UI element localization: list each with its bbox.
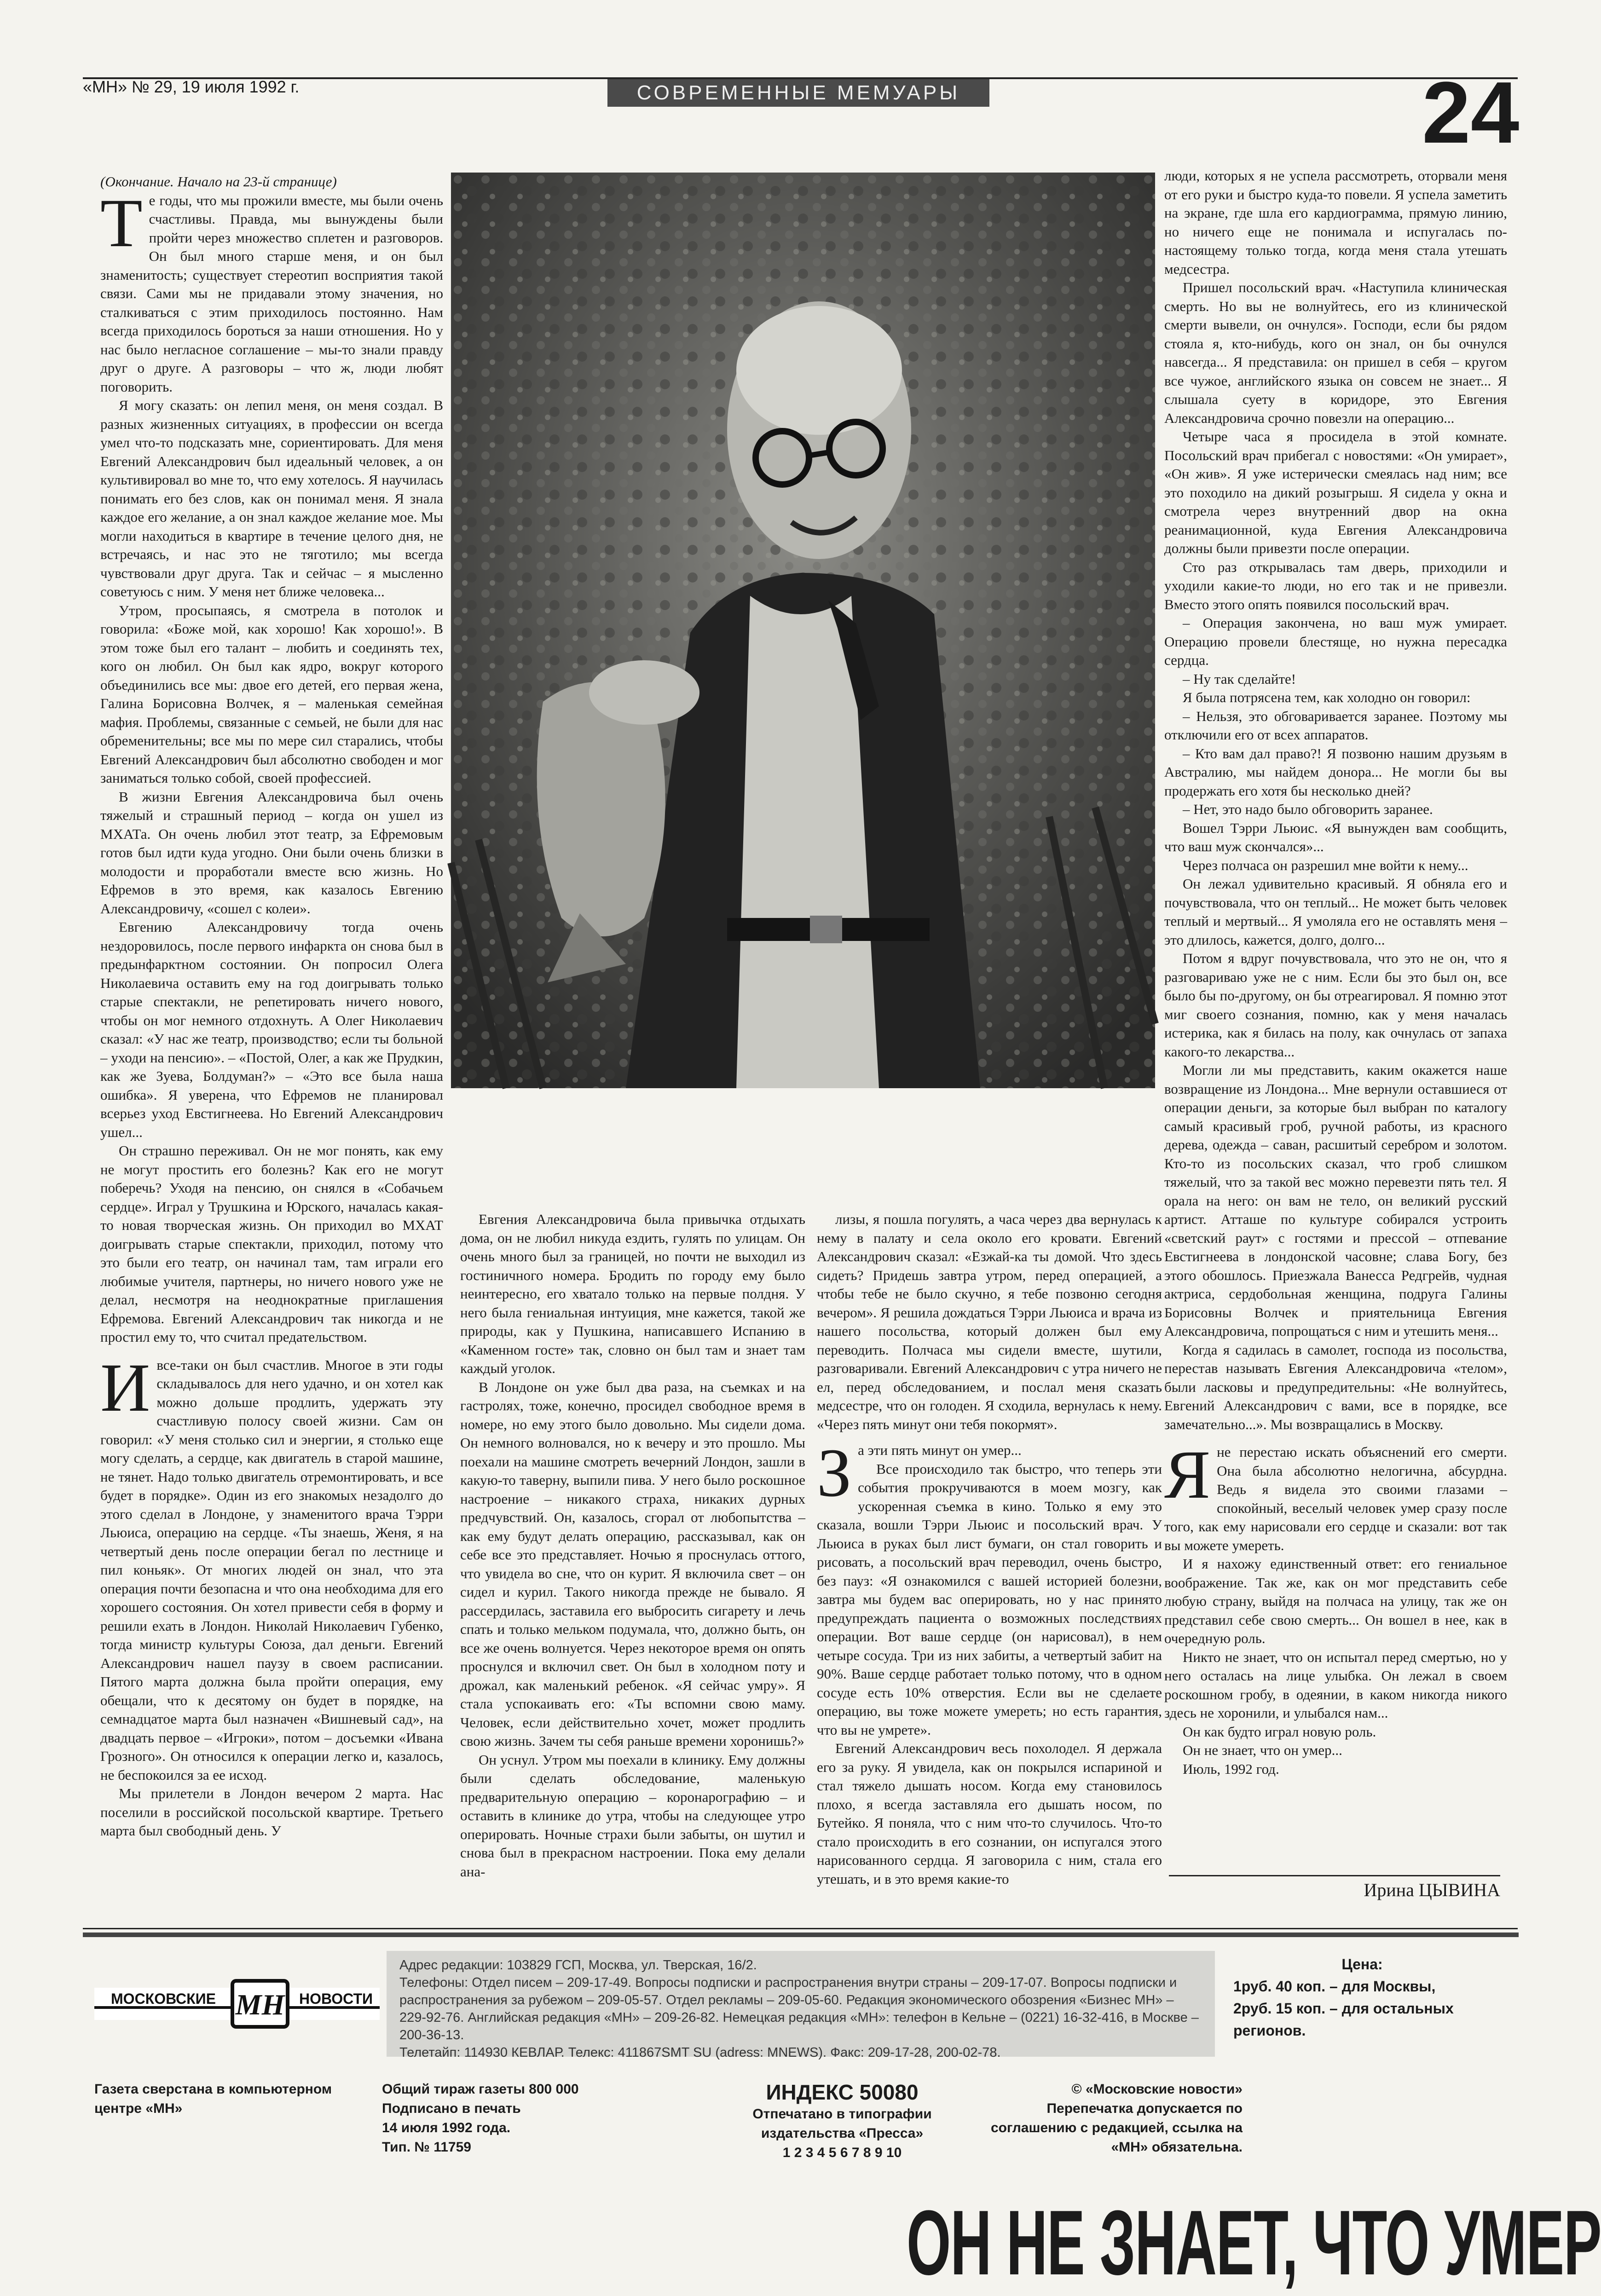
- paragraph: Июль, 1992 год.: [1183, 1760, 1279, 1777]
- drop-cap: Я: [1164, 1436, 1211, 1513]
- article-column-4: [1164, 167, 1507, 1906]
- circulation-line: Тип. № 11759: [382, 2140, 471, 2155]
- paragraph: Потом я вдруг почувствовала, что это не он, что я разговариваю уже не с ним. Если бы это был он, все было бы по-другому, он бы отреагировал. Я помню этот миг своего сознания, помню, как у меня началась истерика, как я билась на полу, как очнулась от запаха какого-то лекарства...: [1164, 950, 1507, 1060]
- paragraph: Евгений Александрович весь похолодел. Я держала его за руку. Я увидела, как он покрылся испариной и стал тяжело дышать носом. Когда ему становилось плохо, я всегда заставляла его дышать носом, по Бутейко. Я поняла, что с ним что-то случилось. Что-то стало происходить в его сознании, он испугался этого нарисованного сердца. Я заговорила с ним, стала его утешать, и в это время какие-то: [817, 1740, 1162, 1887]
- article-column-1: [100, 173, 443, 1907]
- circulation-block: [382, 2080, 667, 2157]
- paragraph: Все происходило так быстро, что теперь эти события прокручиваются в моем мозгу, как ускоренная съемка в кино. Только я ему это сказала, вошли Тэрри Льюис и посольский врач. У Льюиса в руках был лист бумаги, он стал говорить и рисовать, а посольский врач переводил, очень быстро, без пауз: «Я ознакомился с вашей историей болезни, завтра мы будем вас оперировать, но у нас принято предупреждать пациента о возможных последствиях операции. Вот ваше сердце (он нарисовал), в нем четыре сосуда. Три из них забиты, а четвертый забит на 90%. Ваше сердце работает только потому, что в одном сосуде есть 10% отверстия. Если вы не сделаете операцию, вы тоже можете умереть; но есть гарантия, что вы не умрете».: [817, 1460, 1162, 1738]
- subscription-index: ИНДЕКС 50080: [766, 2080, 919, 2104]
- paragraph: Евгению Александровичу тогда очень нездоровилось, после первого инфаркта он снова был в предынфарктном состоянии. Он попросил Олега Николаевича оставить ему на год доигрывать только старые спектакли, не репетировать ничего нового, чтобы он мог немного отдохнуть. А Олег Николаевич сказал: «У нас же театр, производство; если ты больной – уходи на пенсию». – «Постой, Олег, а как же Прудкин, как же Зуева, Болдуман?» – «Это все была наша ошибка». Я уверена, что Ефремов не планировал всерьез уход Евстигнеева. Но Евгений Александрович ушел...: [100, 919, 443, 1140]
- paragraph: – Операция закончена, но ваш муж умирает. Операцию провели блестяще, но нужна пересадка сердца.: [1164, 615, 1507, 668]
- circulation-line: Подписано в печать: [382, 2101, 521, 2116]
- article-column-3: [817, 1210, 1162, 1928]
- paragraph: Пришел посольский врач. «Наступила клиническая смерть. Но вы не волнуйтесь, его из клинической смерти вывели, он очнулся». Господи, если бы рядом стояла я, кто-нибудь, кого он знал, он бы очнулся навсегда... Я представила: он пришел в себя – кругом все чужое, английского языка он совсем не знает... Я слышала суету в коридоре, это Евгения Александровича срочно повезли на операцию...: [1164, 279, 1507, 426]
- price-title: Цена:: [1341, 1956, 1383, 1973]
- paragraph: Через полчаса он разрешил мне войти к нему...: [1183, 857, 1468, 873]
- footer-rule: [83, 1928, 1518, 1929]
- price-line: 2руб. 15 коп. – для остальных регионов.: [1233, 2000, 1454, 2039]
- paragraph: Вошел Тэрри Льюис. «Я вынужден вам сообщить, что ваш муж скончался»...: [1164, 819, 1507, 854]
- paragraph: И я нахожу единственный ответ: его гениальное воображение. Так же, как он мог представить себе любую страну, выйдя на полчаса на улицу, так же он представил себе свою смерть... Он вошел в нее, как в очередную роль.: [1164, 1556, 1507, 1646]
- paragraph: Могли ли мы представить, каким окажется наше возвращение из Лондона... Мне вернули оставшиеся от операции деньги, за которые был выбран по каталогу самый красивый гроб, ручной работы, из красного дерева, одежда – саван, расшитый серебром и золотом. Кто-то из посольских сказал, что гроб слишком тяжелый, что за такой вес можно перевезти пять тел. Я орала на него: он вам не тело, он великий русский артист. Атташе по культуре собирался устроить «светский раут» с гостями и прессой – отпевание Евстигнеева в лондонской часовне; слава Богу, без этого обошлось. Приезжала Ванесса Редгрейв, чудная актриса, сердобольная женщина, подруга Галины Борисовны Волчек и приятельница Евгения Александровича, попрощаться с ним и утешить меня...: [1164, 1062, 1507, 1339]
- paragraph: не перестаю искать объяснений его смерти. Она была абсолютно нелогична, абсурдна. Ведь я видела это своими глазами – спокойный, веселый человек умер сразу после того, как ему нарисовали его сердце и сказали: вот так вы можете умереть.: [1164, 1444, 1507, 1553]
- newspaper-logo: [94, 1979, 380, 2029]
- paragraph: Сто раз открывалась там дверь, приходили и уходили какие-то люди, но его так и не привезли. Вместо этого опять появился посольский врач.: [1164, 559, 1507, 612]
- paragraph: – Нет, это надо было обговорить заранее.: [1183, 801, 1433, 817]
- print-block: [704, 2080, 980, 2163]
- paragraph: Мы прилетели в Лондон вечером 2 марта. Нас поселили в российской посольской квартире. Третьего марта был свободный день. У: [100, 1785, 443, 1839]
- paragraph: Он лежал удивительно красивый. Я обняла его и почувствовала, что он теплый... Не может быть человек теплый и мертвый... Я умоляла его не оставлять меня – это длилось, кажется, долго, долго...: [1164, 876, 1507, 948]
- paragraph: В жизни Евгения Александровича был очень тяжелый и страшный период – когда он ушел из МХАТа. Он очень любил этот театр, за Ефремовым готов был идти куда угодно. Они были очень близки в молодости и проработали вместе всю жизнь. Но Ефремов в это время, как казалось Евгению Александровичу, «сошел с колеи».: [100, 788, 443, 917]
- article-column-2: [460, 1210, 805, 1928]
- drop-cap: Т: [100, 185, 143, 261]
- printed-note: Отпечатано в типографии издательства «Пресса»: [752, 2106, 932, 2141]
- paragraph: люди, которых я не успела рассмотреть, оторвали меня от его руки и быстро куда-то повели. Я успела заметить на экране, где шла его кардиограмма, прямую линию, но ничего еще не понимала и испугалась по-настоящему только тогда, когда меня стала утешать медсестра.: [1164, 167, 1507, 277]
- address-line: Телефоны: Отдел писем – 209-17-49. Вопросы подписки и распространения внутри страны – 209-17-07. Вопросы подписки и распространения за рубежом – 209-05-57. Отдел рекламы – 209-05-60. Редакция экономического обозрения «Бизнес МН» – 229-92-76. Английская редакция «МН» – 209-26-82. Немецкая редакция «МН»: телефон в Кельне – (0221) 16-32-416, в Москве – 200-36-13.: [399, 1975, 1199, 2042]
- author-signature: Ирина ЦЫВИНА: [1169, 1875, 1500, 1901]
- circulation-line: Общий тираж газеты 800 000: [382, 2082, 579, 2097]
- circulation-line: 14 июля 1992 года.: [382, 2120, 511, 2135]
- editorial-address: [387, 1951, 1215, 2060]
- drop-cap: И: [100, 1349, 150, 1426]
- paragraph: – Ну так сделайте!: [1183, 670, 1296, 687]
- paragraph: Он страшно переживал. Он не мог понять, как ему не могут простить его болезнь? Как его не могут поберечь? Уходя на пенсию, он снялся в «Собачьем сердце». Играл у Трушкина и Юрского, началась какая-то новая творческая жизнь. Он приходил во МХАТ доигрывать старые спектакли, приходил, потому что это были его театр, он начинал там, там играли его любимые учителя, партнеры, но ничего нового уже не делал, несмотря на неоднократные приглашения Ефремова. Евгений Александрович так никогда и не простил ему то, что считал предательством.: [100, 1142, 443, 1345]
- paragraph: – Кто вам дал право?! Я позвоню нашим друзьям в Австралию, мы найдем донора... Не могли бы вы продержать его хотя бы несколько дней?: [1164, 745, 1507, 799]
- paragraph: Я могу сказать: он лепил меня, он меня создал. В разных жизненных ситуациях, в профессии он всегда умел что-то подсказать мне, сориентировать. Для меня Евгений Александрович был идеальный человек, а он культивировал во мне то, что ему хотелось. Я научилась понимать его без слов, как он понимал меня. Я знала каждое его желание, а он знал каждое желание мое. Мы могли находиться в квартире в течение целого дня, не встречаясь, и нас это не тяготило; мы всегда чувствовали друг друга. Так и сейчас – я мысленно советуюсь с ним. У меня нет ближе человека...: [100, 397, 443, 600]
- print-digits: 1 2 3 4 5 6 7 8 9 10: [782, 2145, 902, 2160]
- headline: ОН НЕ ЗНАЕТ, ЧТО УМЕР: [907, 2192, 1601, 2294]
- paragraph: Никто не знает, что он испытал перед смертью, но у него осталась на лице улыбка. Он лежал в своем роскошном гробу, в одеянии, в каком никогда никого здесь не хоронили, и улыбался нам...: [1164, 1649, 1507, 1721]
- svg-text:МОСКОВСКИЕ: МОСКОВСКИЕ: [111, 1990, 216, 2007]
- paragraph: Евгения Александровича была привычка отдыхать дома, он не любил никуда ездить, гулять по улицам. Он очень много был за границей, но почти не выходил из гостиничного номера. Бродить по городу ему было неинтересно, его хватало только на первые полдня. У него была гениальная интуиция, мне кажется, такой же природы, как у Пушкина, написавшего Испанию в «Каменном госте» так, словно он был там и знает там каждый уголок.: [460, 1211, 805, 1376]
- copyright-block: [976, 2080, 1243, 2157]
- address-line: Адрес редакции: 103829 ГСП, Москва, ул. Тверская, 16/2.: [399, 1958, 757, 1973]
- paragraph: Утром, просыпаясь, я смотрела в потолок и говорила: «Боже мой, как хорошо! Как хорошо!». В этом тоже был его талант – любить и соединять тех, кого он любил. Он был как ядро, вокруг которого объединились все мы: двое его детей, его первая жена, Галина Борисовна Волчек, я – маленькая семейная мафия. Проблемы, связанные с семьей, не были для нас обременительны; все мы по мере сил старались, чтобы Евгений Александрович был абсолютно свободен и мог заниматься только собой, своей профессией.: [100, 602, 443, 786]
- paragraph: лизы, я пошла погулять, а часа через два вернулась к нему в палату и села около его кровати. Евгений Александрович сказал: «Езжай-ка ты домой. Что здесь сидеть? Придешь завтра утром, перед операцией, а чтобы тебе не было скучно, я тебе позвоню сегодня вечером». Я решила дождаться Тэрри Льюиса и врача из нашего посольства, который должен был ему переводить. Полчаса мы сидели вместе, шутили, разговаривали. Евгений Александрович с утра ничего не ел, перед обследованием, и послал меня сказать медсестре, что он голоден. Я сходила, вернулась к нему. «Через пять минут они тебя покормят».: [817, 1211, 1162, 1432]
- price-block: [1233, 1953, 1491, 2042]
- paragraph: Он как будто играл новую роль.: [1183, 1723, 1376, 1740]
- address-line: Телетайп: 114930 КЕВЛАР. Телекс: 411867SMT SU (adress: MNEWS). Факс: 209-17-28, 200-02-78.: [399, 2045, 1001, 2060]
- paragraph: все-таки он был счастлив. Многое в эти годы складывалось для него удачно, и он хотел как можно дольше продлить, удержать эту счастливую полосу своей жизни. Сам он говорил: «У меня столько сил и энергии, я столько еще могу сделать, а сердце, как двигатель в старой машине, не тянет. Надо только двигатель отремонтировать, и все будет в порядке». Один из его знакомых незадолго до этого сделал в Лондоне, у знаменитого врача Тэрри Льюиса, операцию на сердце. «Ты знаешь, Женя, я на четвертый день после операции бегал по лестнице и пил коньяк». От многих людей он знал, что эта операция почти безопасна и что она необходима для его хорошего состояния. Он хотел привести себя в форму и решили ехать в Лондон. Николай Николаевич Губенко, тогда министр культуры Союза, дал деньги. Евгений Александрович нашел паузу в своем расписании. Пятого марта должна была пройти операция, ему обещали, что к десятому он будет в порядке, на семнадцатое марта был назначен «Вишневый сад», на двадцать первое – «Игроки», потом – досъемки «Ивана Грозного». Он относился к операции легко и, казалось, не беспокоился за ее исход.: [100, 1356, 443, 1783]
- paragraph: е годы, что мы прожили вместе, мы были очень счастливы. Правда, мы вынуждены были пройти через множество сплетен и разговоров. Он был много старше меня, и он был знаменитость; существует стереотип восприятия такой связи. Сами мы не придавали этому значения, но сталкиваться с этим приходилось постоянно. Нам всегда приходилось бороться за наши отношения. Но у нас было негласное соглашение – мы-то знали правду друг о друге. А разговоры – что ж, люди любят поговорить.: [100, 192, 443, 395]
- paragraph: В Лондоне он уже был два раза, на съемках и на гастролях, тоже, конечно, просидел свободное время в номере, но ему этого было довольно. Мы сидели дома. Он немного волновался, но к вечеру и это прошло. Мы поехали на машине смотреть вечерний Лондон, зашли в какую-то таверну, выпили пива. У него было роскошное настроение – никакого страха, никаких дурных предчувствий. Он, казалось, сгорал от любопытства – как ему будут делать операцию, рассказывал, как он себе все это представляет. Ночью я проснулась оттого, что увидела во сне, что он курит. Я включила свет – он сидел и курил. Такого никогда прежде не бывало. Я рассердилась, заставила его выбросить сигарету и лечь спать и только мельком подумала, что, должно быть, он все же очень волнуется. Через некоторое время он опять проснулся и включил свет. Он был в холодном поту и дрожал, как маленький ребенок. «Я сейчас умру». Я стала успокаивать его: «Ты вспомни свою маму. Человек, если действительно хочет, может продлить свою жизнь. Зачем ты себя раньше времени хоронишь?»: [460, 1379, 805, 1749]
- copyright-line: © «Московские новости»: [1071, 2082, 1243, 2097]
- rubric-banner: СОВРЕМЕННЫЕ МЕМУАРЫ: [607, 79, 989, 107]
- drop-cap: З: [817, 1435, 852, 1511]
- paragraph: Он уснул. Утром мы поехали в клинику. Ему должны были сделать обследование, маленькую предварительную операцию – коронарографию – и оставить в клинике до утра, чтобы на следующее утро оперировать. Ночные страхи были забыты, он шутил и снова был в прекрасном настроении. Пока ему делали ана-: [460, 1751, 805, 1880]
- price-line: 1руб. 40 коп. – для Москвы,: [1233, 1978, 1436, 1995]
- svg-text:НОВОСТИ: НОВОСТИ: [299, 1990, 373, 2007]
- portrait-photo: [451, 173, 1155, 1088]
- paragraph: Он не знает, что он умер...: [1183, 1742, 1342, 1758]
- paragraph: а эти пять минут он умер...: [858, 1442, 1022, 1458]
- paragraph: Я была потрясена тем, как холодно он говорил:: [1183, 689, 1471, 705]
- paragraph: – Нельзя, это обговаривается заранее. Поэтому мы отключили его от всех аппаратов.: [1164, 708, 1507, 743]
- page-number: 24: [1422, 64, 1520, 162]
- issue-date: «МН» № 29, 19 июля 1992 г.: [83, 77, 300, 96]
- continuation-note: (Окончание. Начало на 23-й странице): [100, 173, 337, 190]
- typeset-note: Газета сверстана в компьютерном центре «МН»: [94, 2082, 332, 2116]
- paragraph: Когда я садилась в самолет, господа из посольства, перестав называть Евгения Александровича «телом», были ласковы и предупредительны: «Не волнуйтесь, Евгений Александрович с вами, все в порядке, все замечательно...». Мы возвращались в Москву.: [1164, 1341, 1507, 1432]
- svg-text:МН: МН: [235, 1988, 285, 2021]
- paragraph: Четыре часа я просидела в этой комнате. Посольский врач прибегал с новостями: «Он умирает», «Он жив». Я уже истерически смеялась над ним; все это походило на дикий розыгрыш. Я сидела у окна и смотрела через внутренний двор на окна реанимационной, куда Евгения Александровича должны были привезти после операции.: [1164, 428, 1507, 556]
- copyright-line: Перепечатка допускается по соглашению с редакцией, ссылка на «МН» обязательна.: [990, 2101, 1243, 2155]
